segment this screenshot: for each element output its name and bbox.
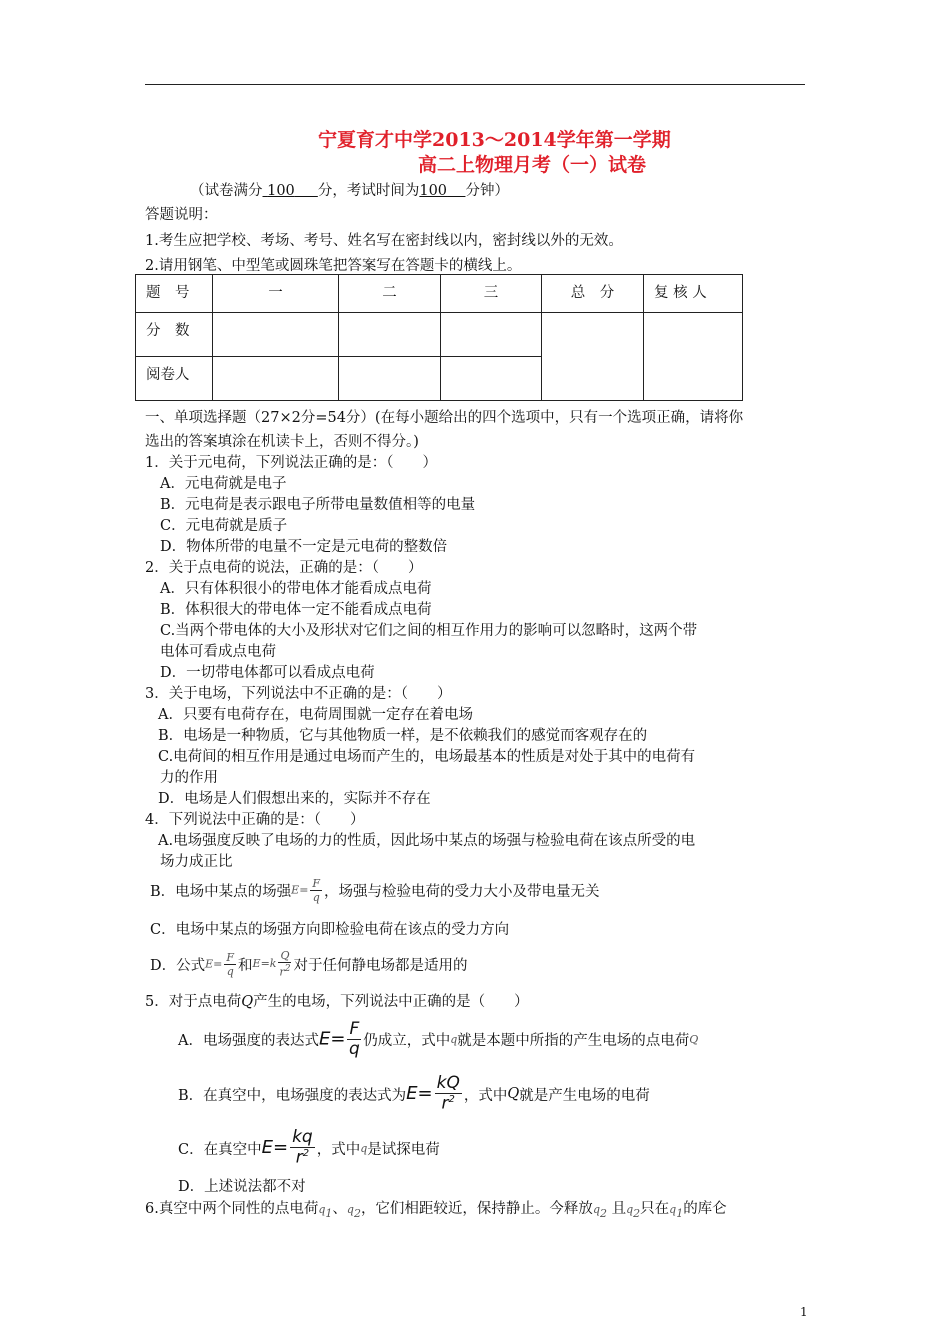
header-total: 总 分 xyxy=(542,275,644,313)
header-rule xyxy=(145,84,805,85)
q3-option-c-line2: 力的作用 xyxy=(160,770,218,786)
row-grader-label: 阅卷人 xyxy=(136,357,213,401)
header-question-no: 题 号 xyxy=(136,275,213,313)
q5-option-a: A．电场强度的表达式 E= $\frac{F}{q}$ 仍成立，式中 q 就是本题中所指的产生电场的点电荷 Q xyxy=(178,1018,699,1059)
exam-title: 宁夏育才中学2013～2014学年第一学期 xyxy=(318,129,671,151)
q4-option-d: D．公式 E= $\frac{F}{q}$ 和 E=k $\frac{Q}{r^2}$ 对于任何静电场都是适用的 xyxy=(150,949,468,979)
q3-option-a: A．只要有电荷存在，电荷周围就一定存在着电场 xyxy=(158,707,473,723)
q5-option-b: B．在真空中，电场强度的表达式为 E= $\frac{kQ}{r^2}$ ，式中 Q 就是产生电场的电荷 xyxy=(178,1073,650,1114)
q3-stem: 3．关于电场，下列说法中不正确的是：（ ） xyxy=(145,686,452,702)
q2-option-b: B．体积很大的带电体一定不能看成点电荷 xyxy=(160,602,432,618)
header-reviewer: 复 核 人 xyxy=(644,275,743,313)
q3-option-b: B．电场是一种物质，它与其他物质一样，是不依赖我们的感觉而客观存在的 xyxy=(158,728,648,744)
exam-subtitle: 高二上物理月考（一）试卷 xyxy=(418,154,647,176)
instruction-2: 2.请用钢笔、中型笔或圆珠笔把答案写在答题卡的横线上。 xyxy=(145,258,522,274)
full-score: 100 xyxy=(267,183,295,199)
q4-option-b: B．电场中某点的场强 E= $\frac{F}{q}$ ，场强与检验电荷的受力大小及带电量无关 xyxy=(150,876,600,904)
q3-option-c-line1: C.电荷间的相互作用是通过电场而产生的，电场最基本的性质是对处于其中的电荷有 xyxy=(158,749,696,765)
reviewer-cell[interactable] xyxy=(644,313,743,401)
q5-option-c: C．在真空中 E= $\frac{kq}{r^2}$ ，式中 q 是试探电荷 xyxy=(178,1127,440,1168)
q5-stem: 5．对于点电荷Q产生的电场，下列说法中正确的是（ ） xyxy=(145,994,529,1010)
section-1-line-1: 一、单项选择题（27×2分=54分）(在每小题给出的四个选项中，只有一个选项正确，请将你 xyxy=(145,410,744,426)
formula-e-kq-over-r2: E=k $\frac{Q}{r^2}$ xyxy=(252,949,291,979)
section-1-line-2: 选出的答案填涂在机读卡上，否则不得分。) xyxy=(145,434,419,450)
q2-option-d: D．一切带电体都可以看成点电荷 xyxy=(160,665,375,681)
q1-option-a: A．元电荷就是电子 xyxy=(160,476,287,492)
instructions-heading: 答题说明： xyxy=(145,207,218,223)
grader-cell-3[interactable] xyxy=(441,357,542,401)
row-score-label: 分 数 xyxy=(136,313,213,357)
q1-option-b: B．元电荷是表示跟电子所带电量数值相等的电量 xyxy=(160,497,476,513)
q4-option-c: C．电场中某点的场强方向即检验电荷在该点的受力方向 xyxy=(150,922,510,938)
header-part-3: 三 xyxy=(441,275,542,313)
q5-option-d: D．上述说法都不对 xyxy=(178,1179,306,1195)
q3-option-d: D．电场是人们假想出来的，实际并不存在 xyxy=(158,791,431,807)
score-cell-1[interactable] xyxy=(213,313,339,357)
grader-cell-1[interactable] xyxy=(213,357,339,401)
q1-option-c: C．元电荷就是质子 xyxy=(160,518,288,534)
q1-option-d: D．物体所带的电量不一定是元电荷的整数倍 xyxy=(160,539,448,555)
formula-e-f-over-q-d: E= $\frac{F}{q}$ xyxy=(205,950,235,978)
q4-option-a-line1: A.电场强度反映了电场的力的性质，因此场中某点的场强与检验电荷在该点所受的电 xyxy=(158,833,696,849)
q6-stem: 6.真空中两个同性的点电荷$q_1$、$q_2$，它们相距较近，保持静止。今释放$q_2$ 且$q_2$只在$q_1$的库仑 xyxy=(145,1201,727,1220)
instruction-1: 1.考生应把学校、考场、考号、姓名写在密封线以内，密封线以外的无效。 xyxy=(145,233,623,249)
total-score-cell[interactable] xyxy=(542,313,644,401)
score-table xyxy=(135,274,743,401)
meta-text-c: 分钟） xyxy=(465,183,509,199)
meta-text-b: 分，考试时间为 xyxy=(317,183,420,199)
q2-option-c-line2: 电体可看成点电荷 xyxy=(160,644,276,660)
formula-big-e-kq-small-over-r2: E= $\frac{kq}{r^2}$ xyxy=(261,1127,313,1168)
header-part-2: 二 xyxy=(339,275,441,313)
q2-option-c-line1: C.当两个带电体的大小及形状对它们之间的相互作用力的影响可以忽略时，这两个带 xyxy=(160,623,698,639)
q4-stem: 4．下列说法中正确的是：（ ） xyxy=(145,812,365,828)
grader-cell-2[interactable] xyxy=(339,357,441,401)
formula-big-e-f-over-q: E= $\frac{F}{q}$ xyxy=(318,1018,360,1059)
exam-time: 100 xyxy=(419,183,448,199)
exam-meta xyxy=(190,179,509,200)
q2-stem: 2．关于点电荷的说法，正确的是：（ ） xyxy=(145,560,423,576)
page-number: 1 xyxy=(800,1305,808,1319)
meta-text-a: （试卷满分 xyxy=(190,183,263,199)
score-cell-2[interactable] xyxy=(339,313,441,357)
formula-big-e-kq-over-r2: E= $\frac{kQ}{r^2}$ xyxy=(406,1073,460,1114)
q2-option-a: A．只有体积很小的带电体才能看成点电荷 xyxy=(160,581,432,597)
q1-stem: 1．关于元电荷，下列说法正确的是：（ ） xyxy=(145,455,437,471)
header-part-1: 一 xyxy=(213,275,339,313)
q4-option-a-line2: 场力成正比 xyxy=(160,854,233,870)
score-cell-3[interactable] xyxy=(441,313,542,357)
formula-e-f-over-q: E= $\frac{F}{q}$ xyxy=(291,876,321,904)
